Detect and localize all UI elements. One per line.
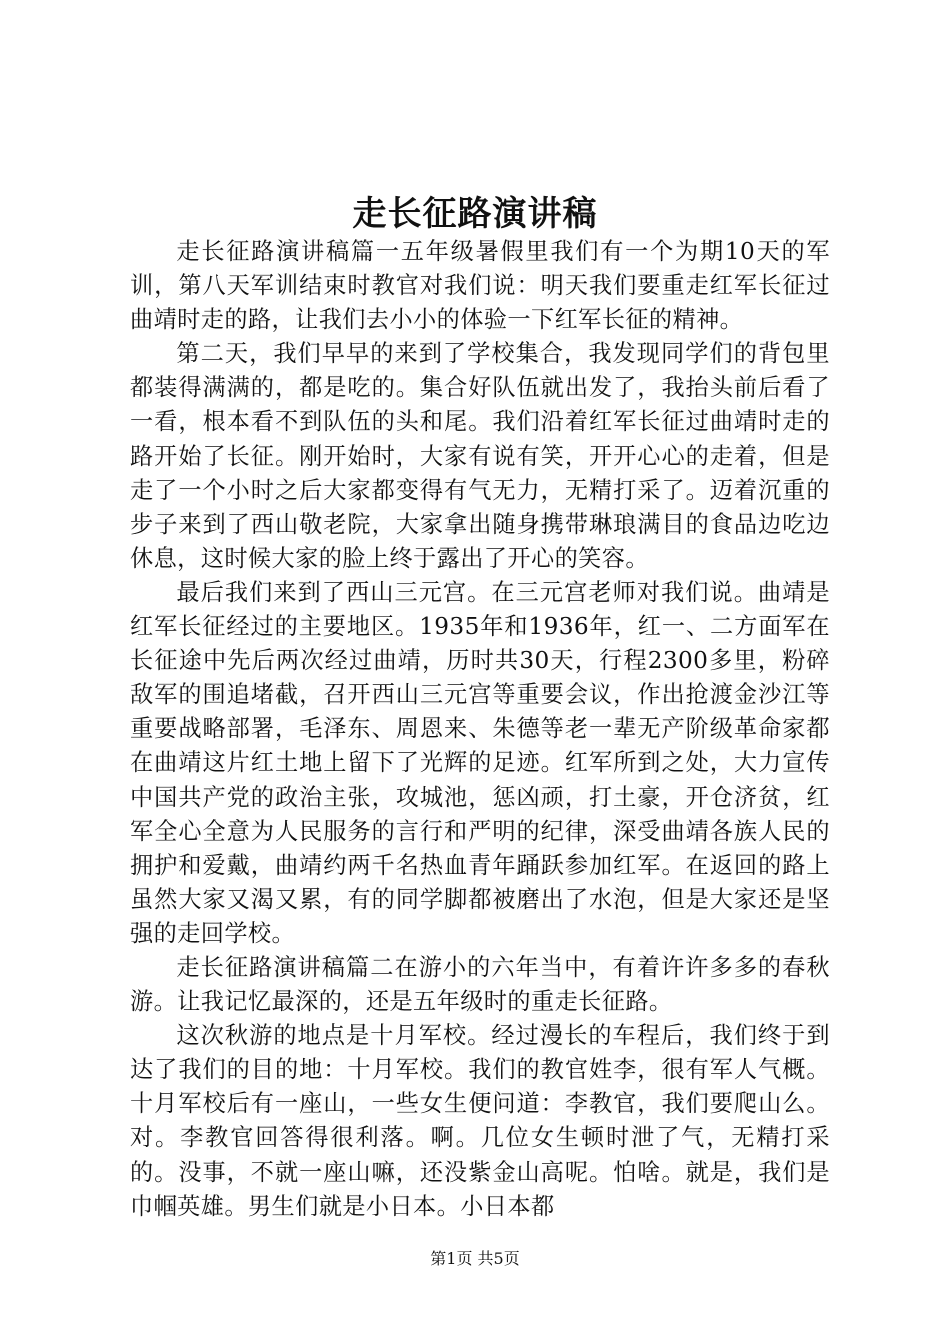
paragraph: 第二天，我们早早的来到了学校集合，我发现同学们的背包里都装得满满的，都是吃的。集合好队伍就出发了，我抬头前后看了一看，根本看不到队伍的头和尾。我们沿着红军长征过曲靖时走的路开始了长征。刚开始时，大家有说有笑，开开心心的走着，但是走了一个小时之后大家都变得有气无力，无精打采了。迈着沉重的步子来到了西山敬老院，大家拿出随身携带琳琅满目的食品边吃边休息，这时候大家的脸上终于露出了开心的笑容。 [130, 340, 830, 572]
paragraph: 走长征路演讲稿篇二在游小的六年当中，有着许许多多的春秋游。让我记忆最深的，还是五年级时的重走长征路。 [130, 953, 830, 1016]
page-footer: 第1页 共5页 [430, 1249, 520, 1268]
paragraph: 最后我们来到了西山三元宫。在三元宫老师对我们说。曲靖是红军长征经过的主要地区。1935年和1936年，红一、二方面军在长征途中先后两次经过曲靖，历时共30天，行程2300多里，粉碎敌军的围追堵截，召开西山三元宫等重要会议，作出抢渡金沙江等重要战略部署，毛泽东、周恩来、朱德等老一辈无产阶级革命家都在曲靖这片红土地上留下了光辉的足迹。红军所到之处，大力宣传中国共产党的政治主张，攻城池，惩凶顽，打土豪，开仓济贫，红军全心全意为人民服务的言行和严明的纪律，深受曲靖各族人民的拥护和爱戴，曲靖约两千名热血青年踊跃参加红军。在返回的路上虽然大家又渴又累，有的同学脚都被磨出了水泡，但是大家还是坚强的走回学校。 [130, 578, 830, 947]
page-title: 走长征路演讲稿 [352, 194, 598, 234]
paragraph: 这次秋游的地点是十月军校。经过漫长的车程后，我们终于到达了我们的目的地：十月军校。我们的教官姓李，很有军人气概。十月军校后有一座山，一些女生便问道：李教官，我们要爬山么。对。李教官回答得很利落。啊。几位女生顿时泄了气，无精打采的。没事，不就一座山嘛，还没紫金山高呢。怕啥。就是，我们是巾帼英雄。男生们就是小日本。小日本都 [130, 1022, 830, 1220]
paragraph: 走长征路演讲稿篇一五年级暑假里我们有一个为期10天的军训，第八天军训结束时教官对我们说：明天我们要重走红军长征过曲靖时走的路，让我们去小小的体验一下红军长征的精神。 [130, 238, 830, 334]
document-body [130, 235, 830, 1224]
